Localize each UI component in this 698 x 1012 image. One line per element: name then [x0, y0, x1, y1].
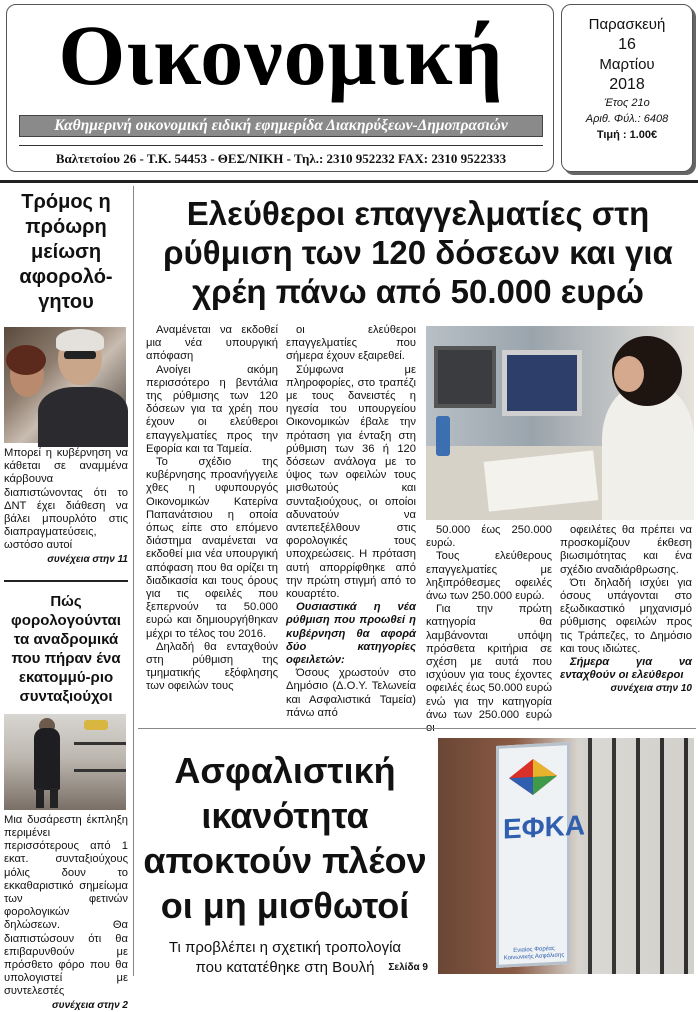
newspaper-title: Οικονομική [58, 7, 504, 103]
efka-letters: ΕΦΚΑ [503, 809, 586, 845]
issue-price: Τιμή : 1.00€ [596, 129, 658, 141]
main-story-col3: 50.000 έως 250.000 ευρώ. Τους ελεύθερους επαγγελματίες με ληξιπρόθεσμες οφειλές άνω των 250.000 ευρώ. Για την πρώτη κατηγορία θα λαμβάνονται υπόψη πρόσθετα κριτήρια σε σχέση με αυτά που ισχύουν για τους έχοντες οφειλές έως 50.000 ευρώ ενώ για την κατηγορία άνω των 250.000 ευρώ οι [426, 524, 552, 735]
main-story-headline[interactable]: Ελεύθεροι επαγγελματίες στη ρύθμιση των 120 δόσεων και για χρέη πάνω από 50.000 ευρώ [163, 195, 673, 310]
issue-number: Αριθ. Φύλ.: 6408 [585, 113, 669, 125]
header-rule [0, 180, 698, 183]
left-story2-photo [4, 714, 126, 810]
main-story-col4: οφειλέτες θα πρέπει να προσκομίζουν έκθεση βιωσιμότητας και ένα σχέδιο αναδιάρθρωσης. Ότι δηλαδή ισχύει για όσους υπάγονται στο εξωδικαστικό μηχανισμό ρύθμισης οφειλών προς τις Τράπεζες, το Δημόσιο και τους ιδιώτες. Σήμερα για να ενταχθούν οι ελεύθεροι συνέχεια στην 10 [560, 524, 692, 695]
issue-month: Μαρτίου [599, 56, 655, 73]
efka-sign [496, 742, 586, 968]
main-story-col1: Αναμένεται να εκδοθεί μια νέα υπουργική απόφαση Ανοίγει ακόμη περισσότερο η βεντάλια της ρύθμισης των 120 δόσεων για τα χρέη που έχουν οι ελεύθεροι επαγγελματίες προς την Εφορία και τα Ταμεία. Το σχέδιο της κυβέρνησης προανήγγειλε χθες η υφυπουργός Οικονομικών Κατερίνα Παπανάτσιου η οποία όπως είπε στο επόμενο διάστημα αναμένεται να εκδοθεί μια νέα υπουργική απόφαση που θα ορίζει τη διαδικασία και τους όρους για τις οφειλές που ξεπερνούν τα 50.000 ευρώ και δημιουργήθηκαν μέχρι το τέλος του 2016. Δηλαδή θα ενταχθούν στη ρύθμιση της τμηματικής εξόφλησης των οφειλών τους [146, 324, 278, 693]
bottom-story-subhead-line2: που κατατέθηκε στη Βουλή [195, 959, 375, 976]
bottom-story-subhead-line1: Τι προβλέπει η σχετική τροπολογία [168, 939, 402, 956]
masthead [6, 4, 554, 172]
newspaper-tagline: Καθημερινή οικονομική ειδική εφημερίδα Διακηρύξεων-Δημοπρασιών [19, 115, 543, 137]
publisher-address: Βαλτετσίου 26 - Τ.Κ. 54453 - ΘΕΣ/ΝΙΚΗ - Τηλ.: 2310 952232 FAX: 2310 9522333 [55, 151, 507, 166]
issue-year: 2018 [609, 76, 645, 93]
left-column-divider [4, 580, 128, 582]
issue-volume: Έτος 21ο [604, 97, 650, 109]
date-box [561, 4, 693, 172]
masthead-divider [19, 145, 543, 146]
bottom-story-headline[interactable]: Ασφαλιστική ικανότητα αποκτούν πλέον οι μη μισθωτοί [143, 750, 427, 926]
left-column [4, 186, 128, 1012]
main-story-continued[interactable]: συνέχεια στην 10 [610, 683, 692, 695]
left-story1-photo [4, 327, 126, 443]
left-story1-headline[interactable]: Τρόμος η πρόωρη μείωση αφορολό-γητου [19, 191, 113, 313]
main-story-col2: οι ελεύθεροι επαγγελματίες που σήμερα έχουν εξαιρεθεί. Σύμφωνα με πληροφορίες, στο τραπέζι με τους δανειστές η ηγεσία του υπουργείου Οικονομικών έβαλε την πρόταση για ένταξη στη ρύθμιση των 36 ή 120 δόσεων ανάλογα με το ύψος των οφειλών τους μισθωτούς και συνταξιούχους, οι οποίοι αδυνατούν να αντεπεξέλθουν στις φορολογικές τους υποχρεώσεις. Η πρόταση αυτή απορρίφθηκε από την πρώτη στιγμή από το κουαρτέτο. Ουσιαστικά η νέα ρύθμιση που προωθεί η κυβέρνηση θα αφορά δύο κατηγορίες οφειλετών: Όσους χρωστούν στο Δημόσιο (Δ.Ο.Υ. Τελωνεία και Ασφαλιστικά Ταμεία) πάνω από [286, 324, 416, 719]
left-story2-continued[interactable]: συνέχεια στην 2 [52, 999, 128, 1011]
main-story-photo [426, 326, 694, 520]
left-story1-continued[interactable]: συνέχεια στην 11 [47, 553, 128, 565]
issue-weekday: Παρασκευή [588, 16, 666, 33]
efka-logo-icon [507, 756, 559, 799]
efka-building-photo [438, 738, 694, 974]
issue-day: 16 [618, 36, 636, 53]
left-story2-headline[interactable]: Πώς φορολογούνται τα αναδρομικά που πήραν ένα εκατομμύ-ριο συνταξιούχοι [11, 592, 121, 705]
left-story2-text: Μια δυσάρεστη έκπληξη περιμένει περισσότερους από 1 εκατ. συνταξιούχους μόλις δουν το εκκαθαριστικό σημείωμα των φετινών φορολογικών δηλώσεων. Θα διαπιστώσουν ότι θα επιβαρυνθούν με πρόσθετο φόρο που θα υπολογιστεί με συντελεστές συνέχεια στην 2 [4, 813, 128, 1011]
left-story1-text: Μπορεί η κυβέρνηση να κάθεται σε αναμμένα κάρβουνα διαπιστώνοντας ότι το ΔΝΤ έχει διάθεση να βάλει μπουρλότο στις διαπραγματεύσεις, ωστόσο αυτοί συνέχεια στην 11 [4, 447, 128, 565]
section-divider [138, 728, 696, 729]
bottom-story-page-ref[interactable]: Σελίδα 9 [388, 962, 428, 973]
column-divider [133, 186, 134, 976]
efka-caption: Ενιαίος Φορέας Κοινωνικής Ασφάλισης [503, 945, 565, 962]
